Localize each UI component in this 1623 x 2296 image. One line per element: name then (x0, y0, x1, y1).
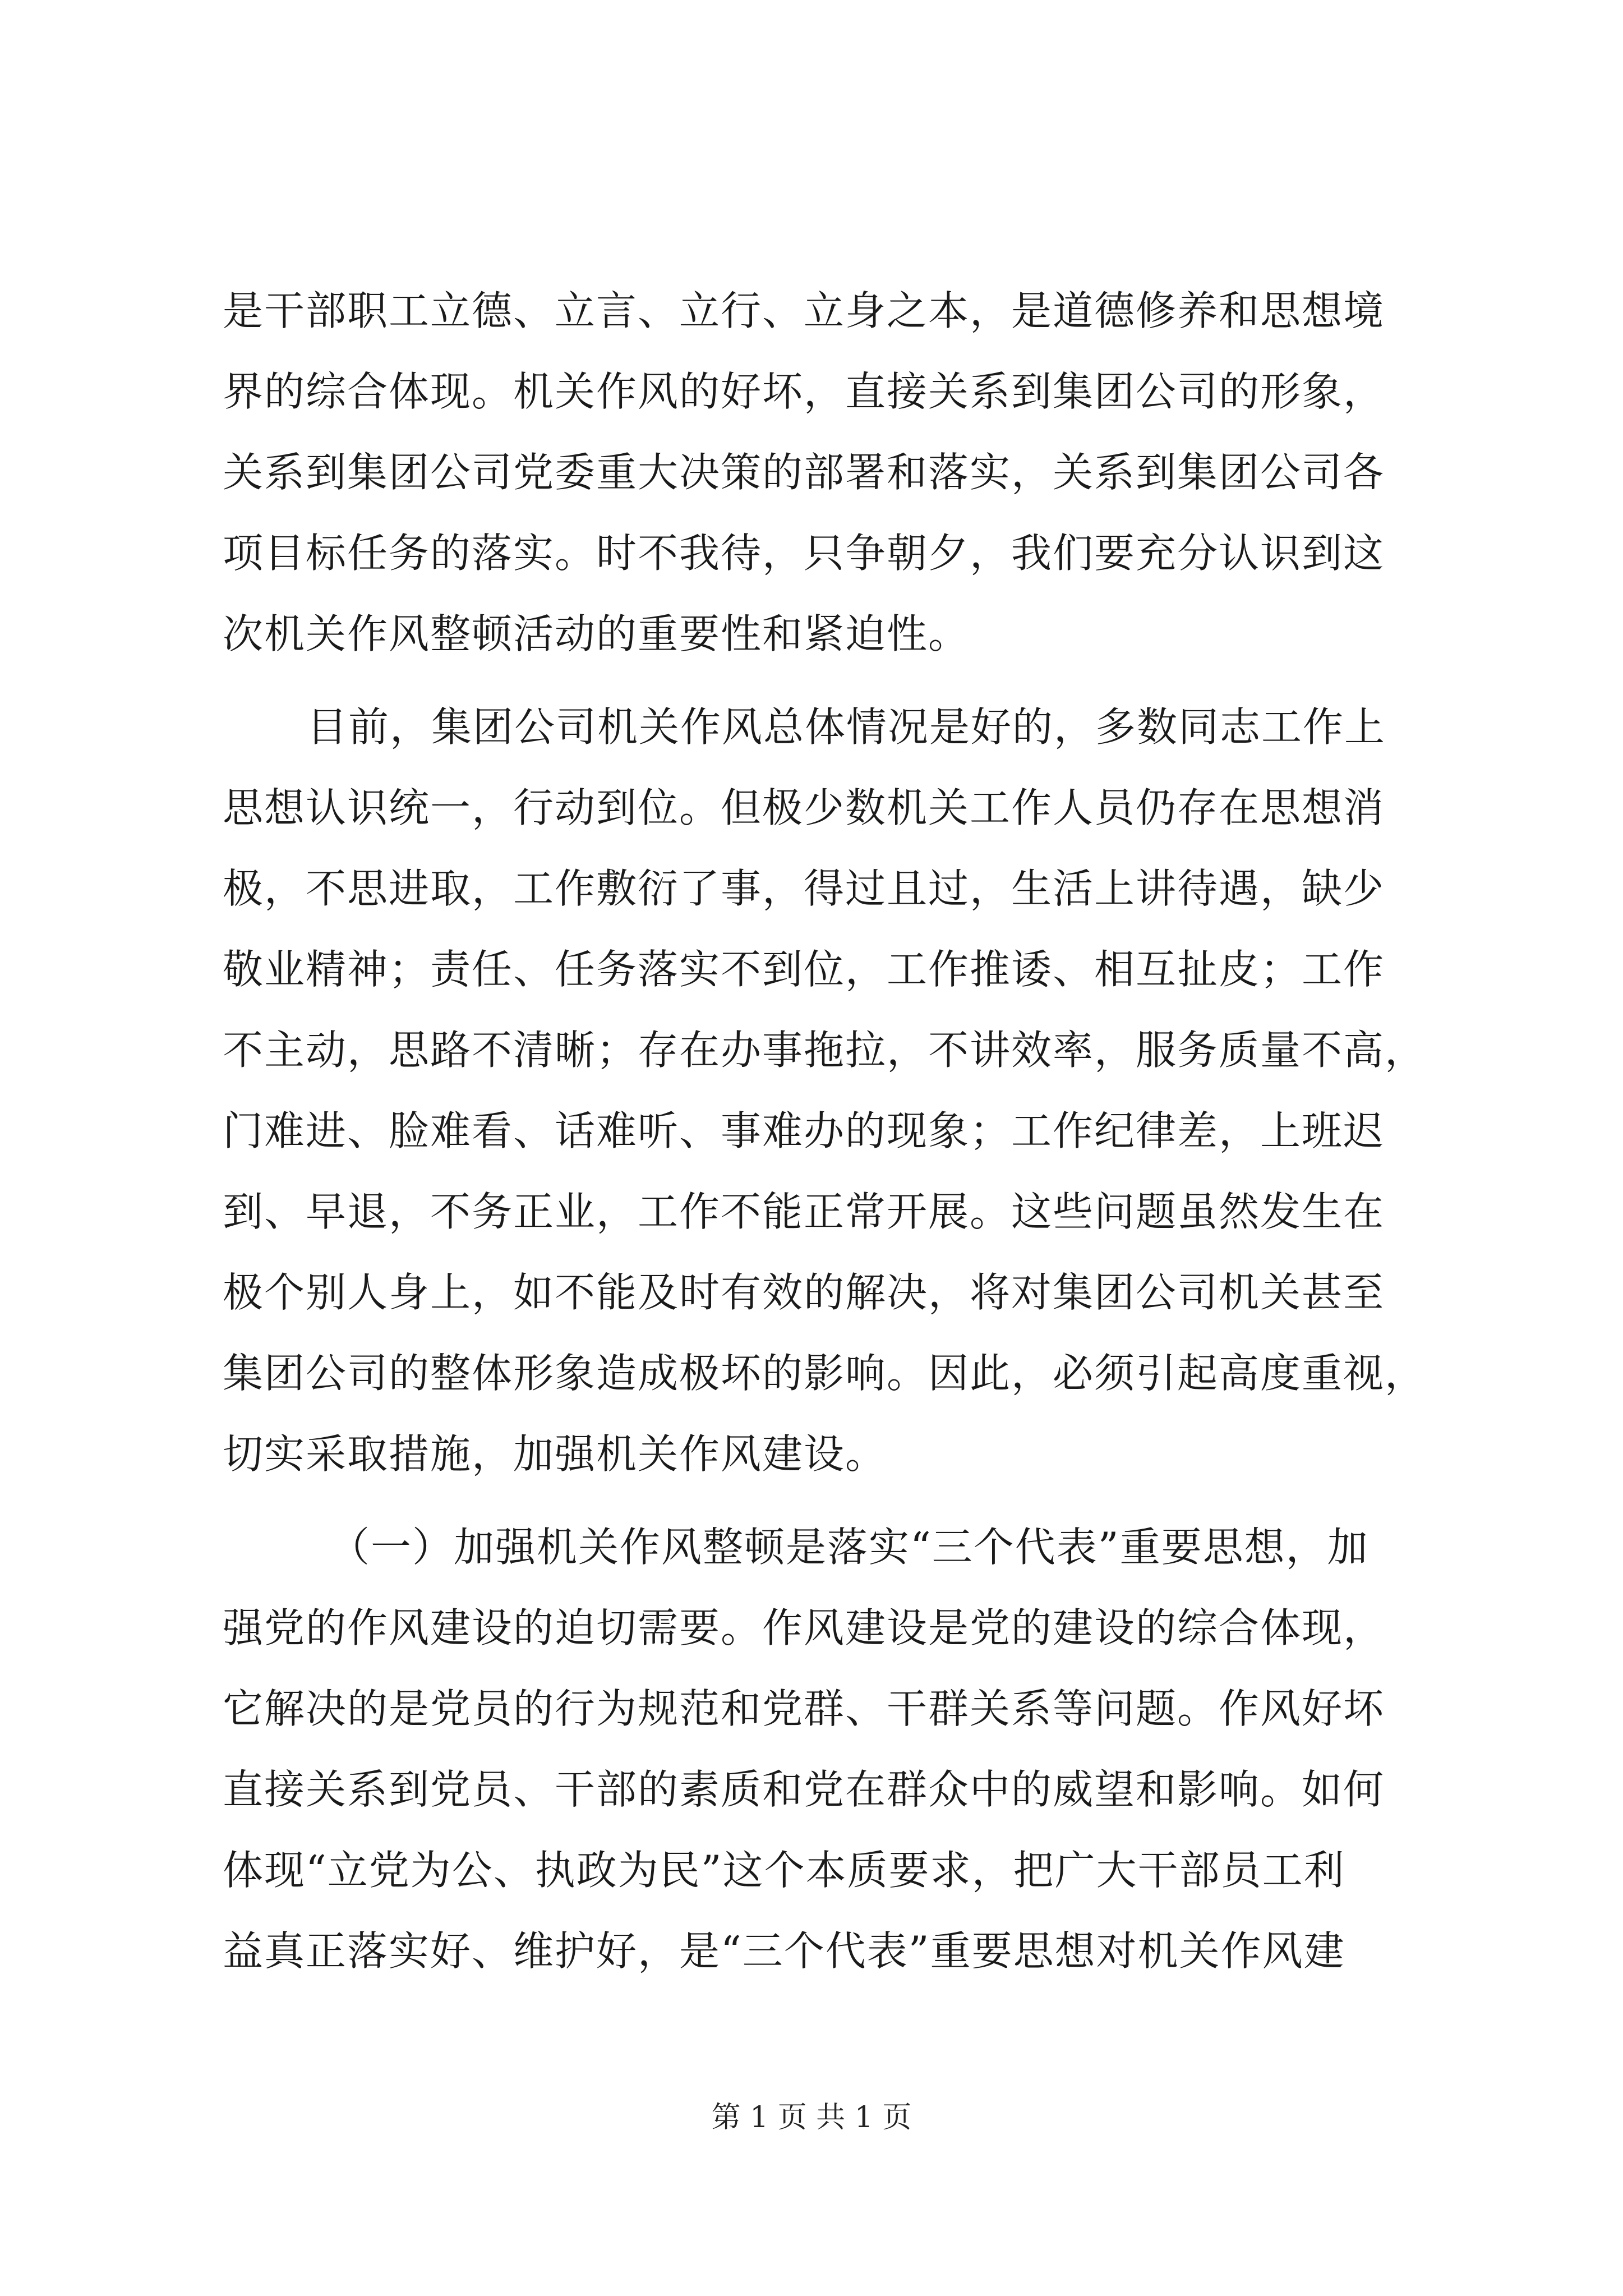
text-line: 益真正落实好、维护好，是“三个代表”重要思想对机关作风建 (223, 1927, 1345, 1975)
text-line: 切实采取措施，加强机关作风建设。 (223, 1430, 887, 1478)
text-line: 强党的作风建设的迫切需要。作风建设是党的建设的综合体现， (223, 1604, 1385, 1651)
text-line: 思想认识统一，行动到位。但极少数机关工作人员仍存在思想消 (223, 784, 1385, 831)
text-line: （一）加强机关作风整顿是落实“三个代表”重要思想，加 (329, 1524, 1369, 1571)
page-footer: 第 1 页 共 1 页 (711, 2101, 912, 2134)
text-line: 不主动，思路不清晰；存在办事拖拉，不讲效率，服务质量不高， (223, 1027, 1427, 1074)
paragraph-2 (223, 687, 1434, 1494)
paragraph-1 (223, 270, 1434, 674)
text-line: 它解决的是党员的行为规范和党群、干群关系等问题。作风好坏 (223, 1685, 1385, 1732)
paragraph-3 (223, 1507, 1434, 1991)
text-line: 集团公司的整体形象造成极坏的影响。因此，必须引起高度重视， (223, 1350, 1427, 1397)
text-line: 界的综合体现。机关作风的好坏，直接关系到集团公司的形象， (223, 368, 1385, 415)
text-line: 体现“立党为公、执政为民”这个本质要求，把广大干部员工利 (223, 1847, 1345, 1894)
text-line: 极个别人身上，如不能及时有效的解决，将对集团公司机关甚至 (223, 1269, 1385, 1316)
text-line: 敬业精神；责任、任务落实不到位，工作推诿、相互扯皮；工作 (223, 946, 1385, 993)
text-line: 项目标任务的落实。时不我待，只争朝夕，我们要充分认识到这 (223, 530, 1385, 577)
text-line: 目前，集团公司机关作风总体情况是好的，多数同志工作上 (307, 703, 1386, 751)
text-line: 门难进、脸难看、话难听、事难办的现象；工作纪律差，上班迟 (223, 1107, 1385, 1154)
text-line: 极，不思进取，工作敷衍了事，得过且过，生活上讲待遇，缺少 (223, 865, 1385, 912)
text-line: 关系到集团公司党委重大决策的部署和落实，关系到集团公司各 (223, 449, 1385, 496)
text-line: 次机关作风整顿活动的重要性和紧迫性。 (223, 610, 970, 657)
text-line: 是干部职工立德、立言、立行、立身之本，是道德修养和思想境 (223, 287, 1385, 334)
text-line: 到、早退，不务正业，工作不能正常开展。这些问题虽然发生在 (223, 1188, 1385, 1235)
text-line: 直接关系到党员、干部的素质和党在群众中的威望和影响。如何 (223, 1766, 1385, 1813)
body-text (223, 270, 1434, 1991)
